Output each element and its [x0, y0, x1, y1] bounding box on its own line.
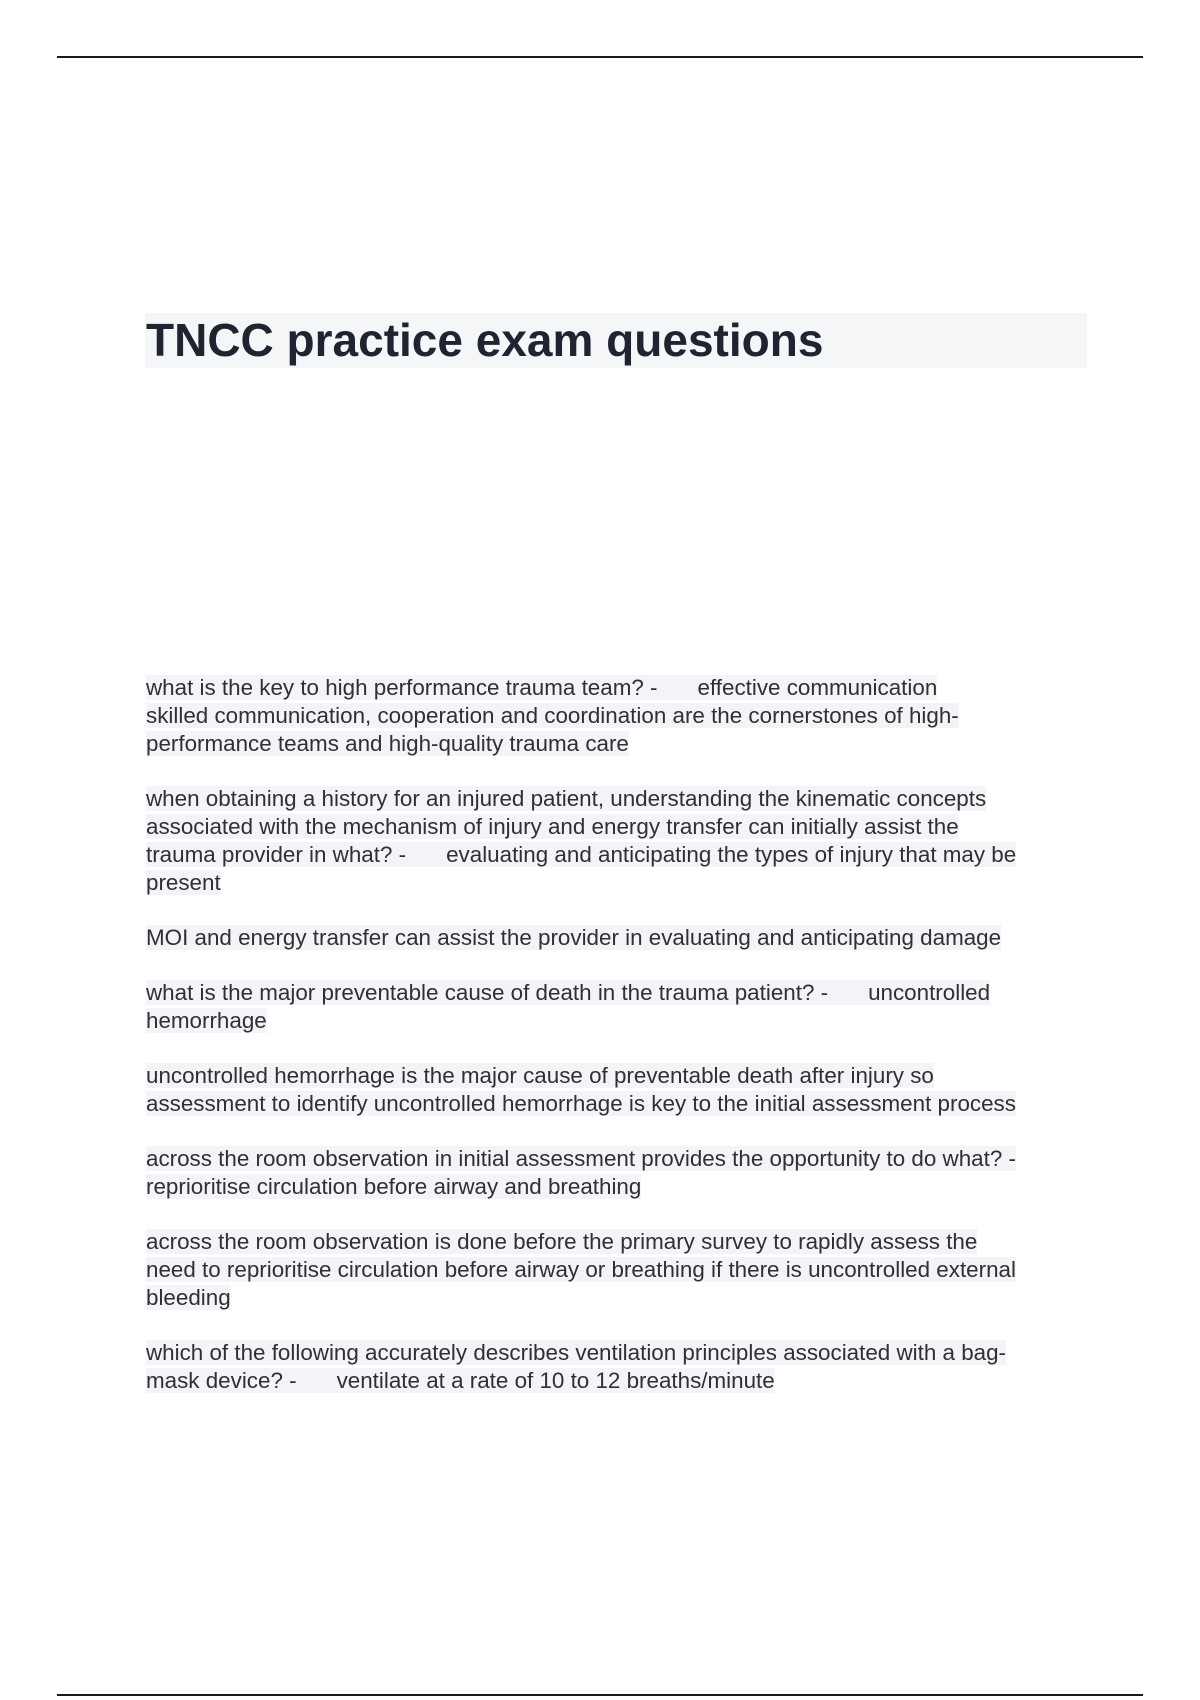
line-text: present	[146, 870, 221, 895]
line-text: bleeding	[146, 1285, 231, 1310]
bottom-rule	[57, 1694, 1143, 1696]
text-line	[146, 1339, 1092, 1367]
text-line	[146, 841, 1092, 869]
line-text: reprioritise circulation before airway and breathing	[146, 1174, 642, 1199]
text-line	[146, 702, 1092, 730]
text-line	[146, 1173, 1092, 1201]
question-answer-line	[146, 675, 937, 700]
text-line	[146, 1145, 1092, 1173]
line-text: when obtaining a history for an injured patient, understanding the kinematic concepts	[146, 786, 987, 811]
document-title: TNCC practice exam questions	[146, 314, 824, 366]
text-line	[146, 785, 1092, 813]
question-text: mask device? -	[146, 1368, 297, 1393]
qa-block	[146, 1339, 1092, 1395]
question-text: what is the major preventable cause of death in the trauma patient? -	[146, 980, 829, 1005]
line-text: performance teams and high-quality trauma care	[146, 731, 629, 756]
text-line	[146, 1007, 1092, 1035]
line-text: across the room observation is done before the primary survey to rapidly assess the	[146, 1229, 978, 1254]
qa-block	[146, 785, 1092, 897]
question-list	[146, 674, 1092, 1422]
answer-text: uncontrolled	[868, 980, 991, 1005]
line-text: uncontrolled hemorrhage is the major cause of preventable death after injury so	[146, 1063, 934, 1088]
line-text: skilled communication, cooperation and coordination are the cornerstones of high-	[146, 703, 959, 728]
answer-text: ventilate at a rate of 10 to 12 breaths/minute	[336, 1368, 775, 1393]
question-answer-line	[146, 980, 990, 1005]
line-text: associated with the mechanism of injury and energy transfer can initially assist the	[146, 814, 959, 839]
qa-block	[146, 979, 1092, 1035]
line-text: need to reprioritise circulation before airway or breathing if there is uncontrolled external	[146, 1257, 1016, 1282]
question-text: what is the key to high performance trauma team? -	[146, 675, 658, 700]
question-text: trauma provider in what? -	[146, 842, 407, 867]
qa-block	[146, 1145, 1092, 1201]
text-line	[146, 1284, 1092, 1312]
line-text: which of the following accurately describes ventilation principles associated with a bag-	[146, 1340, 1007, 1365]
question-answer-line	[146, 1368, 775, 1393]
answer-text: effective communication	[697, 675, 938, 700]
text-line	[146, 674, 1092, 702]
qa-block	[146, 924, 1092, 952]
question-answer-line	[146, 842, 1016, 867]
text-line	[146, 813, 1092, 841]
text-line	[146, 869, 1092, 897]
line-text: hemorrhage	[146, 1008, 267, 1033]
line-text: across the room observation in initial assessment provides the opportunity to do what? -	[146, 1146, 1016, 1171]
qa-block	[146, 1062, 1092, 1118]
text-line	[146, 730, 1092, 758]
text-line	[146, 1367, 1092, 1395]
line-text: assessment to identify uncontrolled hemorrhage is key to the initial assessment process	[146, 1091, 1016, 1116]
qa-block	[146, 674, 1092, 758]
answer-text: evaluating and anticipating the types of injury that may be	[446, 842, 1017, 867]
text-line	[146, 924, 1092, 952]
text-line	[146, 1228, 1092, 1256]
text-line	[146, 1062, 1092, 1090]
text-line	[146, 1090, 1092, 1118]
qa-block	[146, 1228, 1092, 1312]
text-line	[146, 1256, 1092, 1284]
text-line	[146, 979, 1092, 1007]
line-text: MOI and energy transfer can assist the provider in evaluating and anticipating damage	[146, 925, 1002, 950]
top-rule	[57, 56, 1143, 58]
